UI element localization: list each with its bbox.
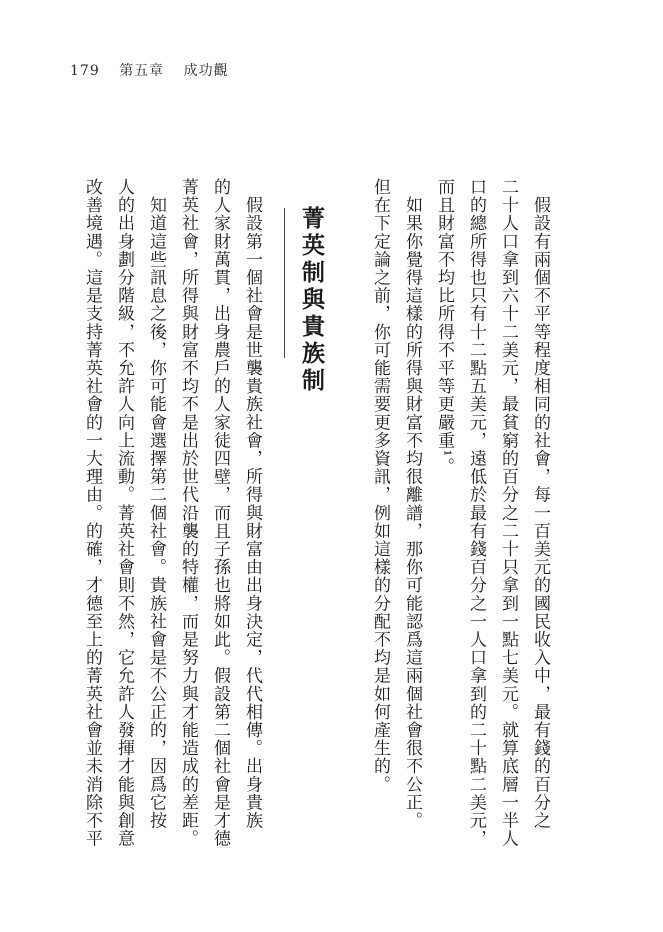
chapter-title: 成功觀 — [183, 63, 229, 79]
section-heading: 菁英制與貴族制 — [298, 206, 325, 395]
text-column-body: 而且財富不均比所得不平等更嚴重¹。 — [434, 178, 454, 476]
text-column: 口的總所得也只有十二點五美元，遠低於最有錢百分之一人口拿到的二十點二美元， — [466, 178, 486, 848]
text-column: 菁英社會，所得與財富不均不是出於世代沿襲的特權，而是努力與才能造成的差距。 — [178, 178, 198, 848]
text-column: 改善境遇。這是支持菁英社會的一大理由。的確，才德至上的菁英社會並未消除不平 — [82, 178, 102, 848]
text-column: 假設有兩個不平等程度相同的社會，每一百美元的國民收入中，最有錢的百分之 — [530, 178, 550, 830]
text-column: 的人家財萬貫，出身農戶的人家徒四壁，而且子孫也將如此。假設第二個社會是才德 — [210, 178, 230, 848]
text-column: 但在下定論之前，你可能需要更多資訊，例如這樣的分配不均是如何產生的。 — [370, 178, 390, 794]
running-header — [70, 60, 243, 80]
text-column: 知道這些訊息之後，你可能會選擇第二個社會。貴族社會是不公正的，因爲它按 — [146, 178, 166, 830]
text-column — [432, 178, 456, 476]
chapter-label: 第五章 — [119, 63, 165, 79]
text-column: 二十人口拿到六十二美元，最貧窮的百分之二十只拿到一點七美元。就算底層一半人 — [498, 178, 518, 848]
text-column: 人的出身劃分階級，不允許人向上流動。菁英社會則不然，它允許人發揮才能與創意 — [114, 178, 134, 848]
text-column: 如果你覺得這樣的所得與財富不均很離譜，那你可能認爲這兩個社會很不公正。 — [402, 178, 422, 830]
text-column: 假設第一個社會是世襲貴族社會，所得與財富由出身決定，代代相傳。出身貴族 — [242, 178, 262, 830]
heading-rule — [284, 208, 285, 358]
page-number: 179 — [70, 63, 100, 79]
